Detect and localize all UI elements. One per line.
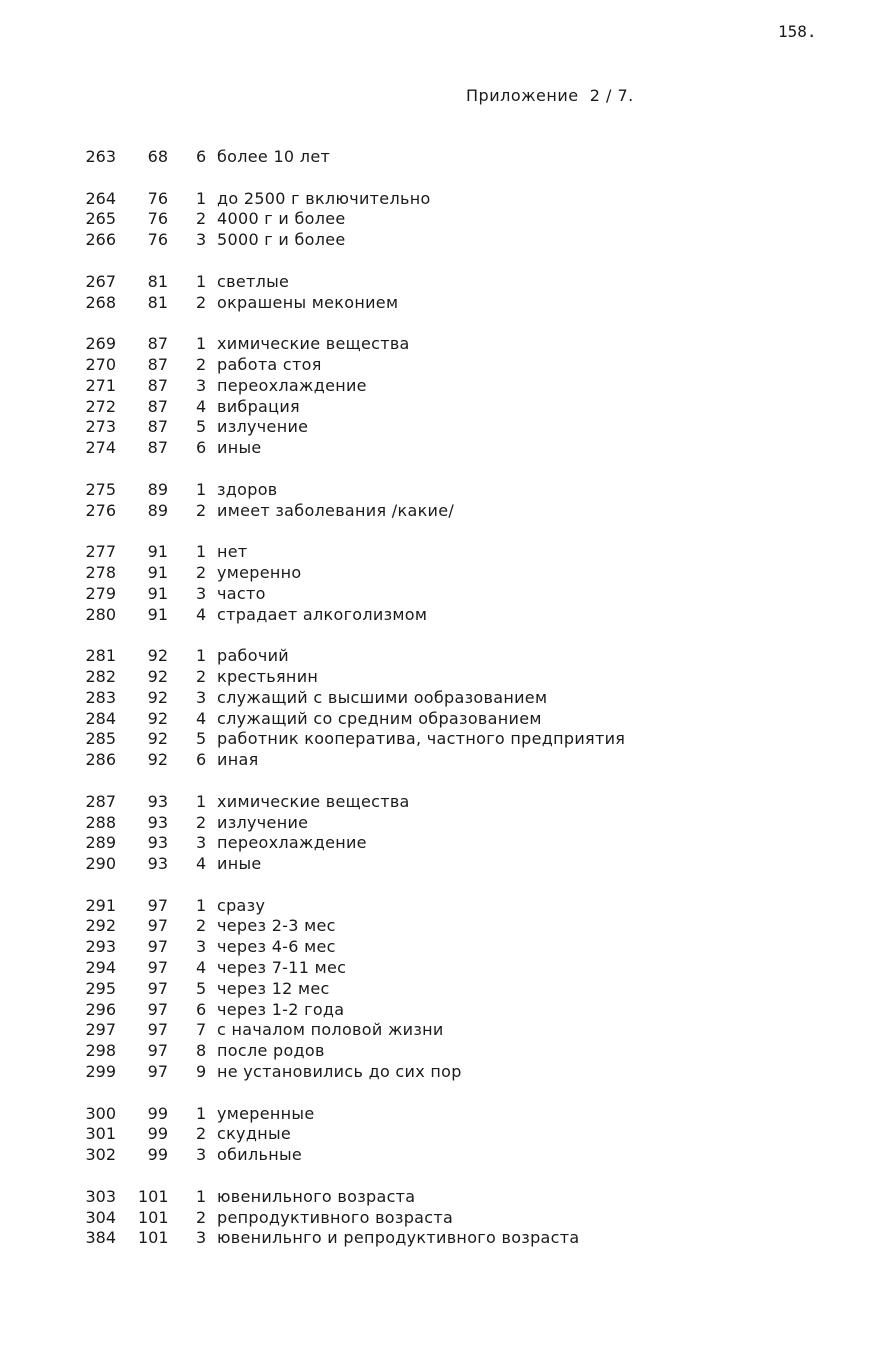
answer-code: 6 bbox=[196, 999, 207, 1019]
table-row bbox=[0, 646, 896, 667]
question-number: 97 bbox=[147, 937, 168, 957]
table-row bbox=[0, 1062, 896, 1083]
row-number: 271 bbox=[85, 375, 116, 395]
row-number: 274 bbox=[85, 438, 116, 458]
row-number: 384 bbox=[85, 1228, 116, 1248]
answer-code: 6 bbox=[196, 147, 207, 166]
question-number: 76 bbox=[147, 230, 168, 250]
table-row bbox=[0, 1145, 896, 1166]
question-number: 68 bbox=[147, 147, 168, 166]
code-group bbox=[0, 646, 896, 771]
row-number: 278 bbox=[85, 562, 116, 582]
question-number: 76 bbox=[147, 188, 168, 208]
answer-code: 2 bbox=[196, 1207, 207, 1227]
question-number: 93 bbox=[147, 833, 168, 853]
answer-text: рабочий bbox=[217, 646, 289, 666]
answer-code: 8 bbox=[196, 1041, 207, 1061]
question-number: 101 bbox=[138, 1207, 169, 1227]
answer-text: ювенильнго и репродуктивного возраста bbox=[217, 1228, 580, 1248]
question-number: 91 bbox=[147, 542, 168, 562]
question-number: 81 bbox=[147, 271, 168, 291]
row-number: 296 bbox=[85, 999, 116, 1019]
answer-code: 3 bbox=[196, 375, 207, 395]
question-number: 97 bbox=[147, 999, 168, 1019]
answer-text: имеет заболевания /какие/ bbox=[217, 500, 455, 520]
answer-text: иная bbox=[217, 750, 259, 770]
answer-code: 1 bbox=[196, 542, 207, 562]
row-number: 289 bbox=[85, 833, 116, 853]
row-number: 265 bbox=[85, 209, 116, 229]
question-number: 76 bbox=[147, 209, 168, 229]
table-row bbox=[0, 1228, 896, 1249]
row-number: 286 bbox=[85, 750, 116, 770]
table-row bbox=[0, 1104, 896, 1125]
answer-text: служащий со средним образованием bbox=[217, 708, 542, 728]
row-number: 303 bbox=[85, 1186, 116, 1206]
answer-code: 5 bbox=[196, 417, 207, 437]
table-row bbox=[0, 584, 896, 605]
question-number: 87 bbox=[147, 438, 168, 458]
answer-code: 1 bbox=[196, 791, 207, 811]
question-number: 92 bbox=[147, 666, 168, 686]
answer-text: окрашены меконием bbox=[217, 292, 399, 312]
answer-text: обильные bbox=[217, 1145, 303, 1165]
answer-code: 4 bbox=[196, 958, 207, 978]
table-row bbox=[0, 355, 896, 376]
answer-code: 7 bbox=[196, 1020, 207, 1040]
question-number: 92 bbox=[147, 729, 168, 749]
row-number: 301 bbox=[85, 1124, 116, 1144]
answer-code: 3 bbox=[196, 687, 207, 707]
question-number: 87 bbox=[147, 334, 168, 354]
answer-code: 2 bbox=[196, 354, 207, 374]
row-number: 298 bbox=[85, 1041, 116, 1061]
code-group bbox=[0, 189, 896, 251]
question-number: 87 bbox=[147, 375, 168, 395]
code-group bbox=[0, 272, 896, 314]
answer-text: светлые bbox=[217, 271, 290, 291]
answer-code: 2 bbox=[196, 812, 207, 832]
table-row bbox=[0, 1124, 896, 1145]
table-row bbox=[0, 376, 896, 397]
question-number: 87 bbox=[147, 396, 168, 416]
row-number: 302 bbox=[85, 1145, 116, 1165]
question-number: 97 bbox=[147, 958, 168, 978]
answer-text: после родов bbox=[217, 1041, 325, 1061]
answer-text: нет bbox=[217, 542, 248, 562]
table-row bbox=[0, 1000, 896, 1021]
row-number: 291 bbox=[85, 895, 116, 915]
answer-code: 1 bbox=[196, 334, 207, 354]
table-row bbox=[0, 209, 896, 230]
answer-text: более 10 лет bbox=[217, 147, 331, 166]
answer-code: 1 bbox=[196, 1186, 207, 1206]
answer-text: 4000 г и более bbox=[217, 209, 346, 229]
question-number: 93 bbox=[147, 854, 168, 874]
answer-code: 4 bbox=[196, 396, 207, 416]
table-row bbox=[0, 937, 896, 958]
table-row bbox=[0, 1208, 896, 1229]
code-group bbox=[0, 480, 896, 522]
question-number: 93 bbox=[147, 812, 168, 832]
row-number: 287 bbox=[85, 791, 116, 811]
row-number: 283 bbox=[85, 687, 116, 707]
table-row bbox=[0, 147, 896, 168]
question-number: 97 bbox=[147, 1041, 168, 1061]
answer-text: здоров bbox=[217, 479, 278, 499]
row-number: 277 bbox=[85, 542, 116, 562]
answer-text: работник кооператива, частного предприятия bbox=[217, 729, 626, 749]
row-number: 269 bbox=[85, 334, 116, 354]
table-row bbox=[0, 397, 896, 418]
row-number: 266 bbox=[85, 230, 116, 250]
answer-text: излучение bbox=[217, 417, 309, 437]
answer-text: ювенильного возраста bbox=[217, 1186, 416, 1206]
answer-text: часто bbox=[217, 583, 266, 603]
code-group bbox=[0, 1187, 896, 1249]
question-number: 101 bbox=[138, 1228, 169, 1248]
row-number: 279 bbox=[85, 583, 116, 603]
table-row bbox=[0, 293, 896, 314]
answer-code: 6 bbox=[196, 750, 207, 770]
answer-code: 2 bbox=[196, 500, 207, 520]
answer-code: 2 bbox=[196, 562, 207, 582]
table-row bbox=[0, 501, 896, 522]
question-number: 92 bbox=[147, 750, 168, 770]
question-number: 99 bbox=[147, 1124, 168, 1144]
table-row bbox=[0, 1041, 896, 1062]
row-number: 275 bbox=[85, 479, 116, 499]
page-number: 158. bbox=[778, 22, 817, 41]
row-number: 288 bbox=[85, 812, 116, 832]
row-number: 300 bbox=[85, 1103, 116, 1123]
answer-code: 4 bbox=[196, 604, 207, 624]
question-number: 87 bbox=[147, 354, 168, 374]
answer-code: 1 bbox=[196, 1103, 207, 1123]
row-number: 280 bbox=[85, 604, 116, 624]
code-group bbox=[0, 792, 896, 875]
question-number: 99 bbox=[147, 1103, 168, 1123]
answer-code: 1 bbox=[196, 646, 207, 666]
row-number: 264 bbox=[85, 188, 116, 208]
answer-text: переохлаждение bbox=[217, 833, 367, 853]
table-row bbox=[0, 958, 896, 979]
table-row bbox=[0, 916, 896, 937]
question-number: 92 bbox=[147, 687, 168, 707]
table-row bbox=[0, 979, 896, 1000]
answer-text: страдает алкоголизмом bbox=[217, 604, 428, 624]
answer-code: 2 bbox=[196, 666, 207, 686]
row-number: 281 bbox=[85, 646, 116, 666]
answer-code: 2 bbox=[196, 292, 207, 312]
table-row bbox=[0, 272, 896, 293]
answer-text: 5000 г и более bbox=[217, 230, 346, 250]
answer-text: химические вещества bbox=[217, 334, 410, 354]
row-number: 284 bbox=[85, 708, 116, 728]
answer-text: с началом половой жизни bbox=[217, 1020, 444, 1040]
table-row bbox=[0, 792, 896, 813]
table-row bbox=[0, 667, 896, 688]
answer-text: через 7-11 мес bbox=[217, 958, 347, 978]
question-number: 89 bbox=[147, 479, 168, 499]
answer-code: 3 bbox=[196, 833, 207, 853]
table-row bbox=[0, 189, 896, 210]
table-row bbox=[0, 854, 896, 875]
question-number: 97 bbox=[147, 916, 168, 936]
answer-code: 3 bbox=[196, 1145, 207, 1165]
row-number: 304 bbox=[85, 1207, 116, 1227]
question-number: 93 bbox=[147, 791, 168, 811]
table-row bbox=[0, 813, 896, 834]
table-row bbox=[0, 729, 896, 750]
code-group bbox=[0, 147, 896, 168]
row-number: 299 bbox=[85, 1062, 116, 1082]
answer-text: иные bbox=[217, 438, 262, 458]
row-number: 297 bbox=[85, 1020, 116, 1040]
row-number: 267 bbox=[85, 271, 116, 291]
answer-code: 1 bbox=[196, 479, 207, 499]
answer-text: вибрация bbox=[217, 396, 300, 416]
question-number: 92 bbox=[147, 708, 168, 728]
table-row bbox=[0, 438, 896, 459]
answer-text: иные bbox=[217, 854, 262, 874]
answer-text: умеренно bbox=[217, 562, 302, 582]
question-number: 81 bbox=[147, 292, 168, 312]
row-number: 285 bbox=[85, 729, 116, 749]
question-number: 92 bbox=[147, 646, 168, 666]
question-number: 91 bbox=[147, 562, 168, 582]
question-number: 91 bbox=[147, 583, 168, 603]
question-number: 91 bbox=[147, 604, 168, 624]
answer-text: скудные bbox=[217, 1124, 292, 1144]
answer-text: переохлаждение bbox=[217, 375, 367, 395]
answer-text: не установились до сих пор bbox=[217, 1062, 462, 1082]
answer-text: через 4-6 мес bbox=[217, 937, 336, 957]
row-number: 270 bbox=[85, 354, 116, 374]
answer-code: 4 bbox=[196, 854, 207, 874]
answer-text: крестьянин bbox=[217, 666, 319, 686]
row-number: 295 bbox=[85, 978, 116, 998]
answer-code: 3 bbox=[196, 230, 207, 250]
code-group bbox=[0, 896, 896, 1083]
row-number: 273 bbox=[85, 417, 116, 437]
answer-text: до 2500 г включительно bbox=[217, 188, 431, 208]
question-number: 101 bbox=[138, 1186, 169, 1206]
table-row bbox=[0, 542, 896, 563]
table-row bbox=[0, 896, 896, 917]
table-row bbox=[0, 563, 896, 584]
answer-text: репродуктивного возраста bbox=[217, 1207, 454, 1227]
question-number: 99 bbox=[147, 1145, 168, 1165]
answer-text: служащий с высшими ообразованием bbox=[217, 687, 548, 707]
answer-text: работа стоя bbox=[217, 354, 322, 374]
table-row bbox=[0, 230, 896, 251]
table-row bbox=[0, 417, 896, 438]
question-number: 87 bbox=[147, 417, 168, 437]
answer-text: через 2-3 мес bbox=[217, 916, 336, 936]
table-row bbox=[0, 688, 896, 709]
table-row bbox=[0, 750, 896, 771]
answer-code: 2 bbox=[196, 209, 207, 229]
answer-code: 2 bbox=[196, 916, 207, 936]
answer-code: 9 bbox=[196, 1062, 207, 1082]
answer-text: через 12 мес bbox=[217, 978, 330, 998]
question-number: 89 bbox=[147, 500, 168, 520]
answer-code: 1 bbox=[196, 895, 207, 915]
table-row bbox=[0, 833, 896, 854]
table-row bbox=[0, 1187, 896, 1208]
table-row bbox=[0, 709, 896, 730]
answer-code: 3 bbox=[196, 583, 207, 603]
row-number: 268 bbox=[85, 292, 116, 312]
code-group bbox=[0, 334, 896, 459]
question-number: 97 bbox=[147, 1020, 168, 1040]
row-number: 293 bbox=[85, 937, 116, 957]
answer-text: сразу bbox=[217, 895, 266, 915]
answer-code: 3 bbox=[196, 937, 207, 957]
answer-text: через 1-2 года bbox=[217, 999, 345, 1019]
question-number: 97 bbox=[147, 978, 168, 998]
table-row bbox=[0, 480, 896, 501]
table-row bbox=[0, 605, 896, 626]
question-number: 97 bbox=[147, 1062, 168, 1082]
code-table bbox=[0, 147, 896, 1270]
row-number: 276 bbox=[85, 500, 116, 520]
table-row bbox=[0, 1020, 896, 1041]
question-number: 97 bbox=[147, 895, 168, 915]
row-number: 292 bbox=[85, 916, 116, 936]
answer-code: 5 bbox=[196, 729, 207, 749]
answer-text: излучение bbox=[217, 812, 309, 832]
answer-code: 5 bbox=[196, 978, 207, 998]
row-number: 294 bbox=[85, 958, 116, 978]
answer-code: 2 bbox=[196, 1124, 207, 1144]
row-number: 290 bbox=[85, 854, 116, 874]
row-number: 263 bbox=[85, 147, 116, 166]
answer-code: 4 bbox=[196, 708, 207, 728]
code-group bbox=[0, 1104, 896, 1166]
answer-code: 1 bbox=[196, 188, 207, 208]
row-number: 272 bbox=[85, 396, 116, 416]
answer-code: 6 bbox=[196, 438, 207, 458]
code-group bbox=[0, 542, 896, 625]
appendix-label: Приложение 2 / 7. bbox=[466, 86, 634, 105]
table-row bbox=[0, 334, 896, 355]
row-number: 282 bbox=[85, 666, 116, 686]
answer-text: химические вещества bbox=[217, 791, 410, 811]
answer-code: 1 bbox=[196, 271, 207, 291]
answer-text: умеренные bbox=[217, 1103, 315, 1123]
answer-code: 3 bbox=[196, 1228, 207, 1248]
